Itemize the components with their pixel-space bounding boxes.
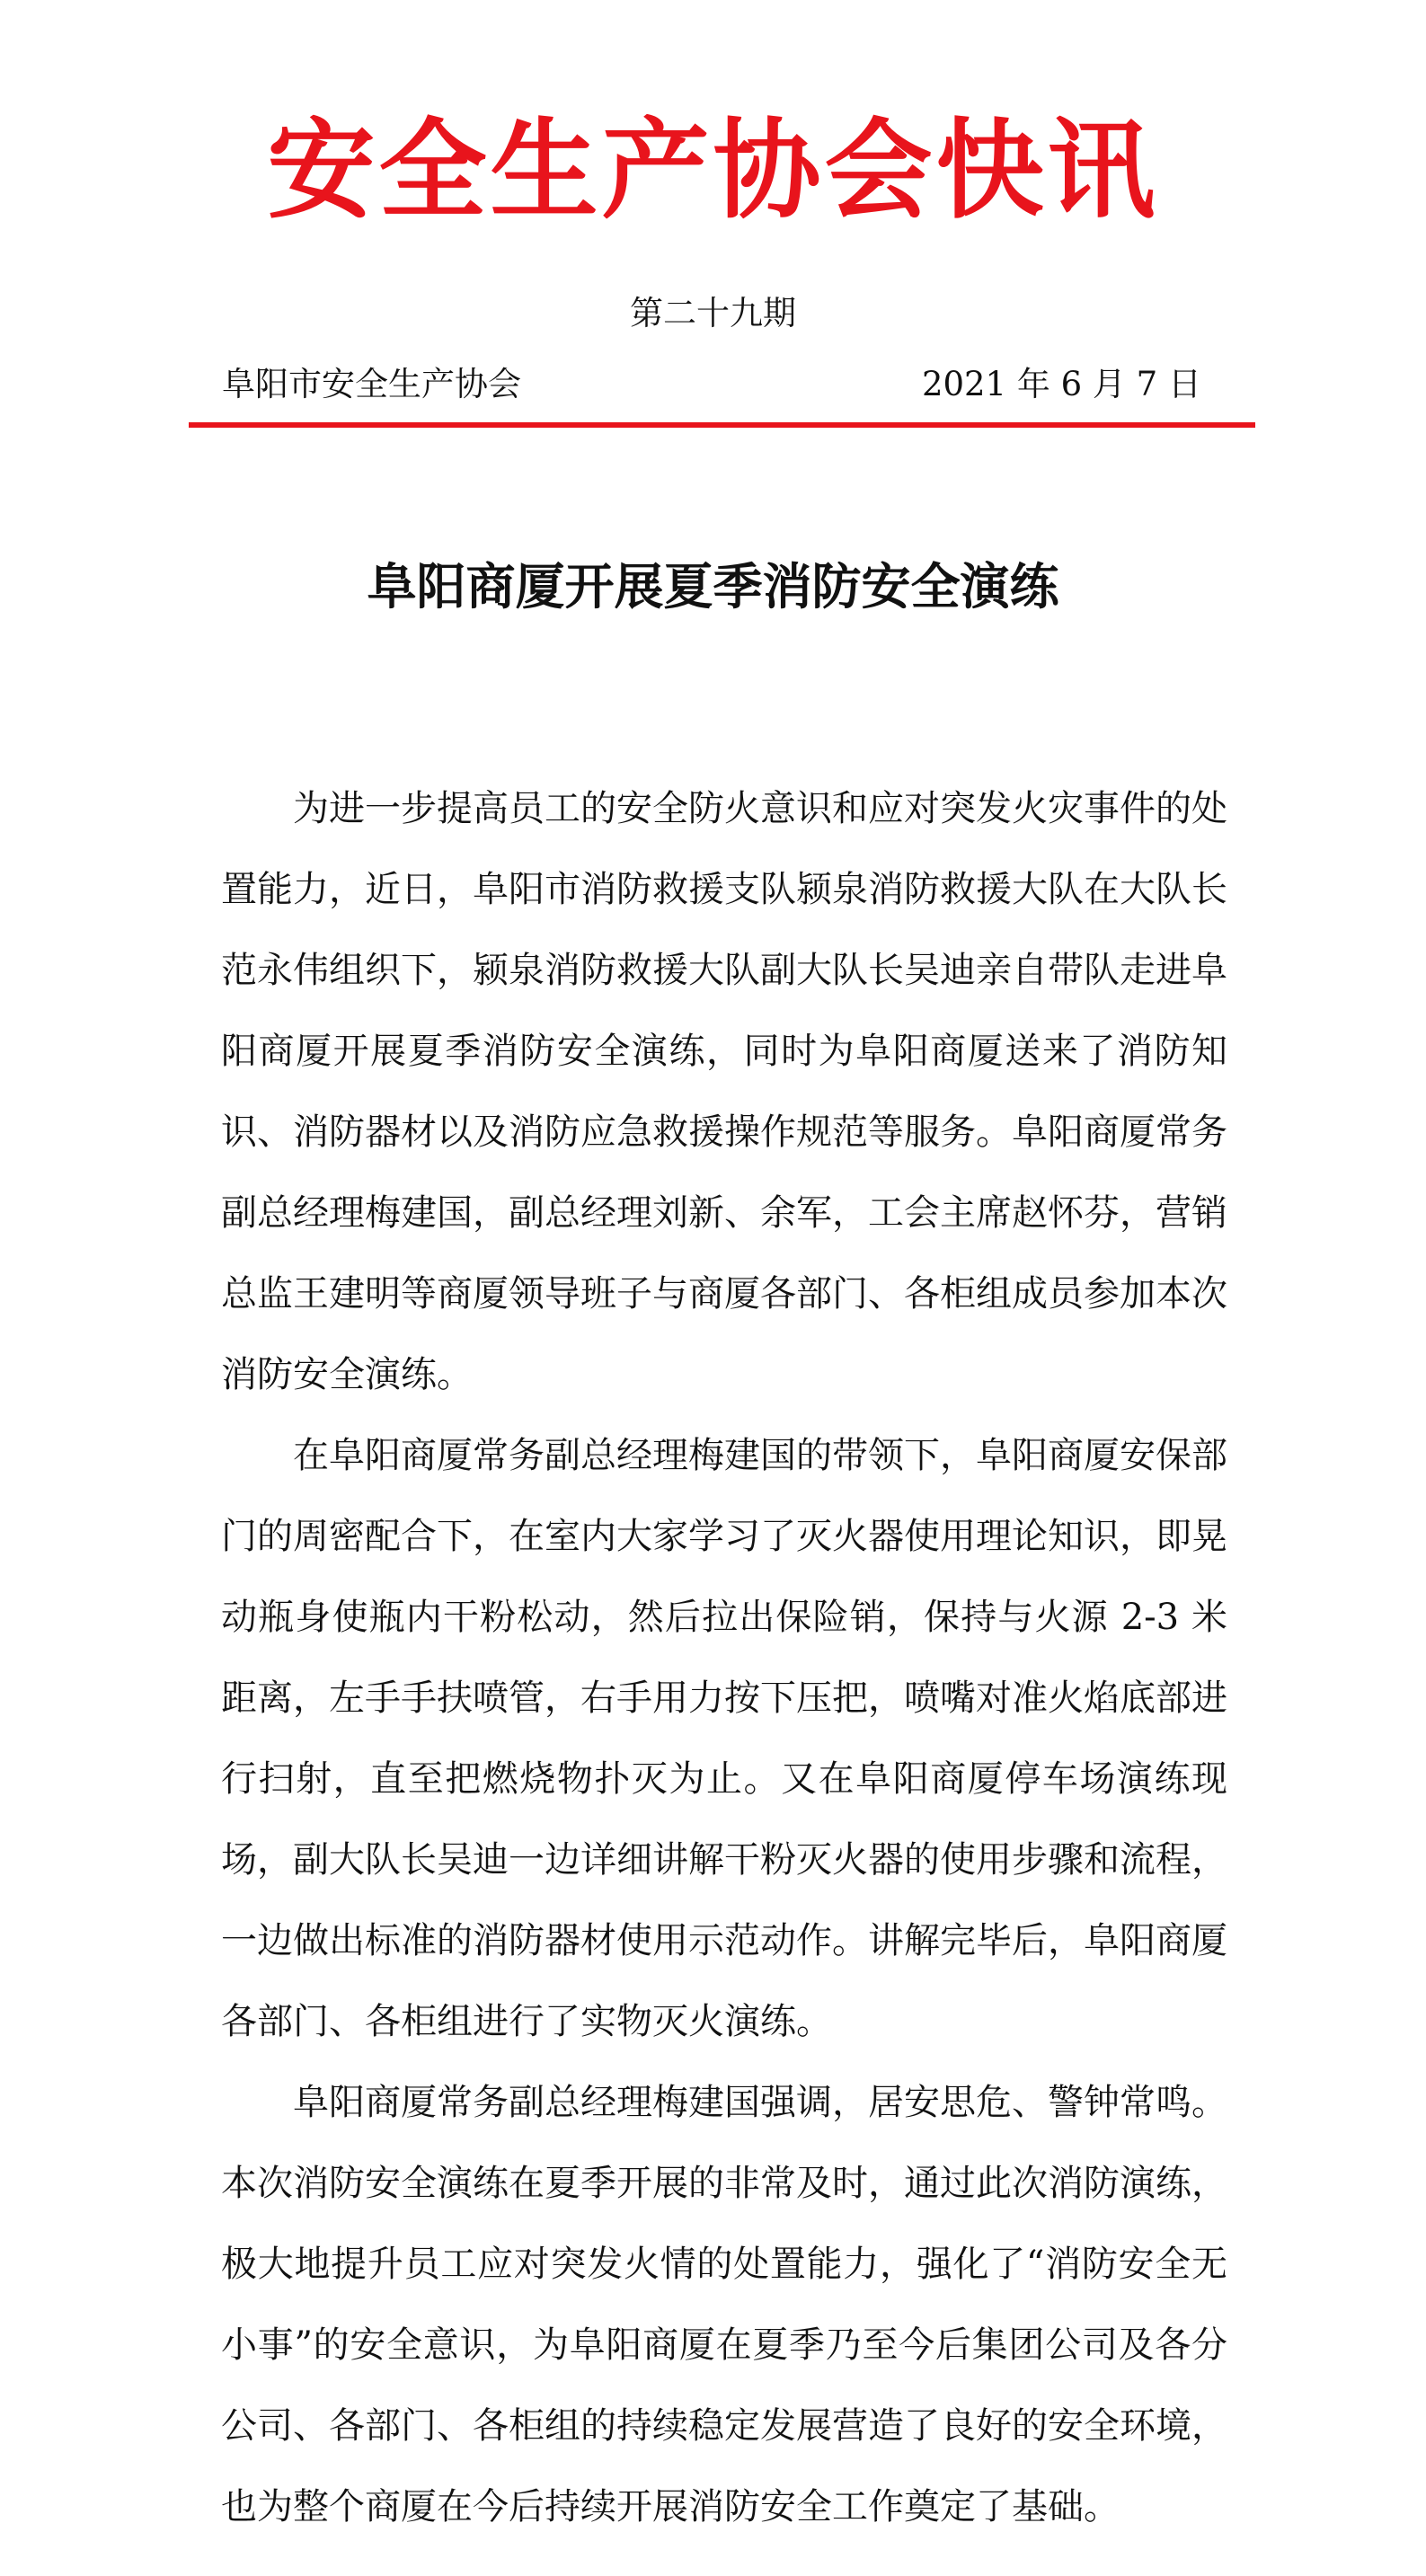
issue-number: 第二十九期 [630, 294, 796, 332]
masthead-title: 安全生产协会快讯 [267, 107, 1159, 234]
article-title: 阜阳商厦开展夏季消防安全演练 [367, 558, 1059, 615]
header-divider [189, 422, 1255, 428]
article-paragraph-1: 为进一步提高员工的安全防火意识和应对突发火灾事件的处置能力，近日，阜阳市消防救援支队颍泉消防救援大队在大队长范永伟组织下，颍泉消防救援大队副大队长吴迪亲自带队走进阜阳商厦开展夏季消防安全演练，同时为阜阳商厦送来了消防知识、消防器材以及消防应急救援操作规范等服务。阜阳商厦常务副总经理梅建国，副总经理刘新、余军，工会主席赵怀芬，营销总监王建明等商厦领导班子与商厦各部门、各柜组成员参加本次消防安全演练。 [221, 788, 1227, 1395]
article-body [221, 768, 1227, 2547]
publish-date: 2021 年 6 月 7 日 [921, 365, 1201, 403]
publisher-name: 阜阳市安全生产协会 [222, 365, 521, 403]
article-paragraph-3: 阜阳商厦常务副总经理梅建国强调，居安思危、警钟常鸣。本次消防安全演练在夏季开展的非常及时，通过此次消防演练，极大地提升员工应对突发火情的处置能力，强化了“消防安全无小事”的安全意识，为阜阳商厦在夏季乃至今后集团公司及各分公司、各部门、各柜组的持续稳定发展营造了良好的安全环境，也为整个商厦在今后持续开展消防安全工作奠定了基础。 [221, 2082, 1227, 2527]
article-paragraph-2: 在阜阳商厦常务副总经理梅建国的带领下，阜阳商厦安保部门的周密配合下，在室内大家学习了灭火器使用理论知识，即晃动瓶身使瓶内干粉松动，然后拉出保险销，保持与火源 2-3 米距离，左手手扶喷管，右手用力按下压把，喷嘴对准火焰底部进行扫射，直至把燃烧物扑灭为止。又在阜阳商厦停车场演练现场，副大队长吴迪一边详细讲解干粉灭火器的使用步骤和流程，一边做出标准的消防器材使用示范动作。讲解完毕后，阜阳商厦各部门、各柜组进行了实物灭火演练。 [221, 1435, 1227, 2042]
